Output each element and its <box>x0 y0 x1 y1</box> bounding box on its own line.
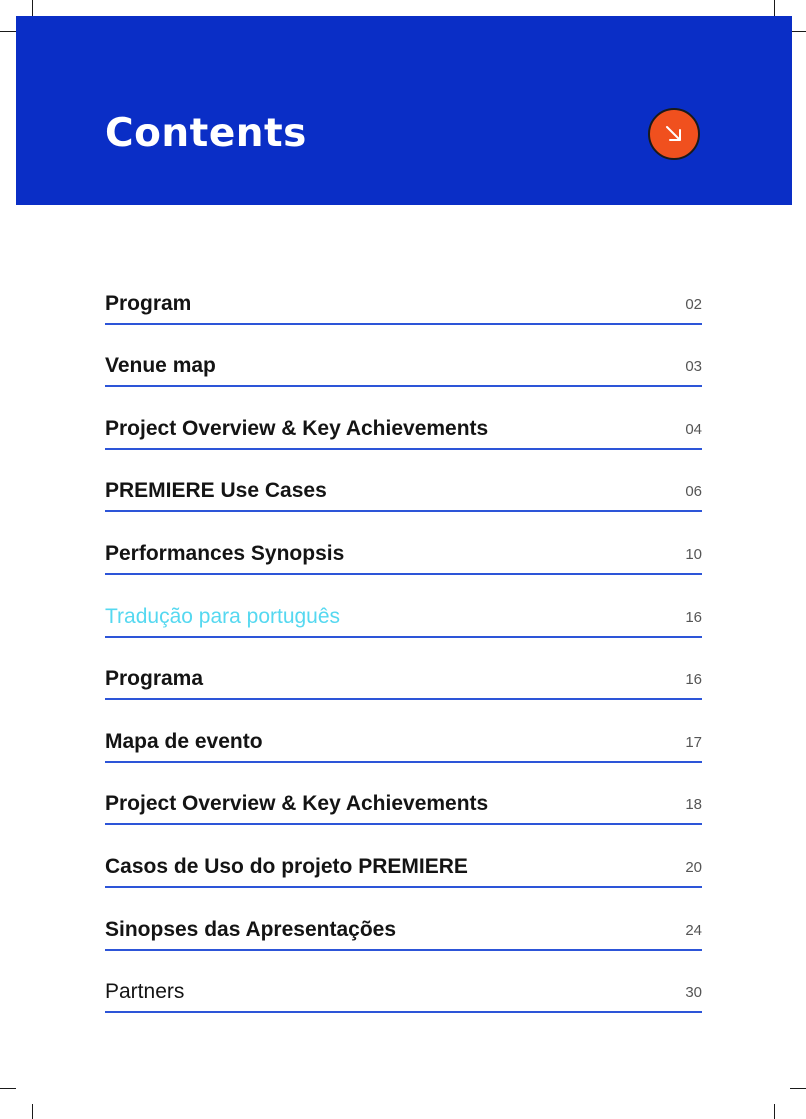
toc-item-label: Program <box>105 291 192 315</box>
toc-item-label: Tradução para português <box>105 604 341 628</box>
toc-item-label: Venue map <box>105 354 216 378</box>
toc-item-label: Project Overview & Key Achievements <box>105 416 489 440</box>
crop-mark <box>32 0 33 16</box>
toc-item-label: PREMIERE Use Cases <box>105 479 327 503</box>
toc-item-venue-map[interactable] <box>105 325 702 388</box>
page-title: Contents <box>105 111 307 156</box>
toc-item-casos-de-uso[interactable] <box>105 825 702 888</box>
toc-item-page: 03 <box>685 358 702 376</box>
toc-item-project-overview-pt[interactable] <box>105 763 702 826</box>
toc-item-page: 24 <box>685 921 702 939</box>
toc-item-label: Programa <box>105 667 204 691</box>
toc-item-portuguese-translation[interactable] <box>105 575 702 638</box>
toc-item-page: 02 <box>685 295 702 313</box>
toc-item-performances-synopsis[interactable] <box>105 512 702 575</box>
toc-item-page: 10 <box>685 545 702 563</box>
divider <box>105 1011 702 1013</box>
toc-item-label: Sinopses das Apresentações <box>105 917 397 941</box>
toc-item-label: Performances Synopsis <box>105 541 345 565</box>
crop-mark <box>790 31 806 32</box>
crop-mark <box>774 1104 775 1119</box>
toc-item-page: 18 <box>685 796 702 814</box>
next-page-button[interactable] <box>648 108 700 160</box>
toc-item-page: 20 <box>685 858 702 876</box>
toc-item-project-overview[interactable] <box>105 387 702 450</box>
table-of-contents <box>105 262 702 1013</box>
crop-mark <box>790 1088 806 1089</box>
toc-item-label: Project Overview & Key Achievements <box>105 792 489 816</box>
header-banner <box>16 16 792 205</box>
toc-item-mapa-de-evento[interactable] <box>105 700 702 763</box>
crop-mark <box>774 0 775 16</box>
toc-item-page: 04 <box>685 420 702 438</box>
toc-item-page: 16 <box>685 671 702 689</box>
toc-item-program[interactable] <box>105 262 702 325</box>
toc-item-label: Partners <box>105 980 185 1004</box>
toc-item-page: 17 <box>685 733 702 751</box>
toc-item-page: 06 <box>685 483 702 501</box>
toc-item-label: Mapa de evento <box>105 729 263 753</box>
toc-item-use-cases[interactable] <box>105 450 702 513</box>
toc-item-page: 30 <box>685 984 702 1002</box>
crop-mark <box>0 31 16 32</box>
toc-item-label: Casos de Uso do projeto PREMIERE <box>105 854 468 878</box>
toc-item-programa[interactable] <box>105 638 702 701</box>
toc-item-sinopses[interactable] <box>105 888 702 951</box>
crop-mark <box>0 1088 16 1089</box>
arrow-down-right-icon <box>662 122 686 146</box>
toc-item-partners[interactable] <box>105 951 702 1014</box>
crop-mark <box>32 1104 33 1119</box>
toc-item-page: 16 <box>685 608 702 626</box>
